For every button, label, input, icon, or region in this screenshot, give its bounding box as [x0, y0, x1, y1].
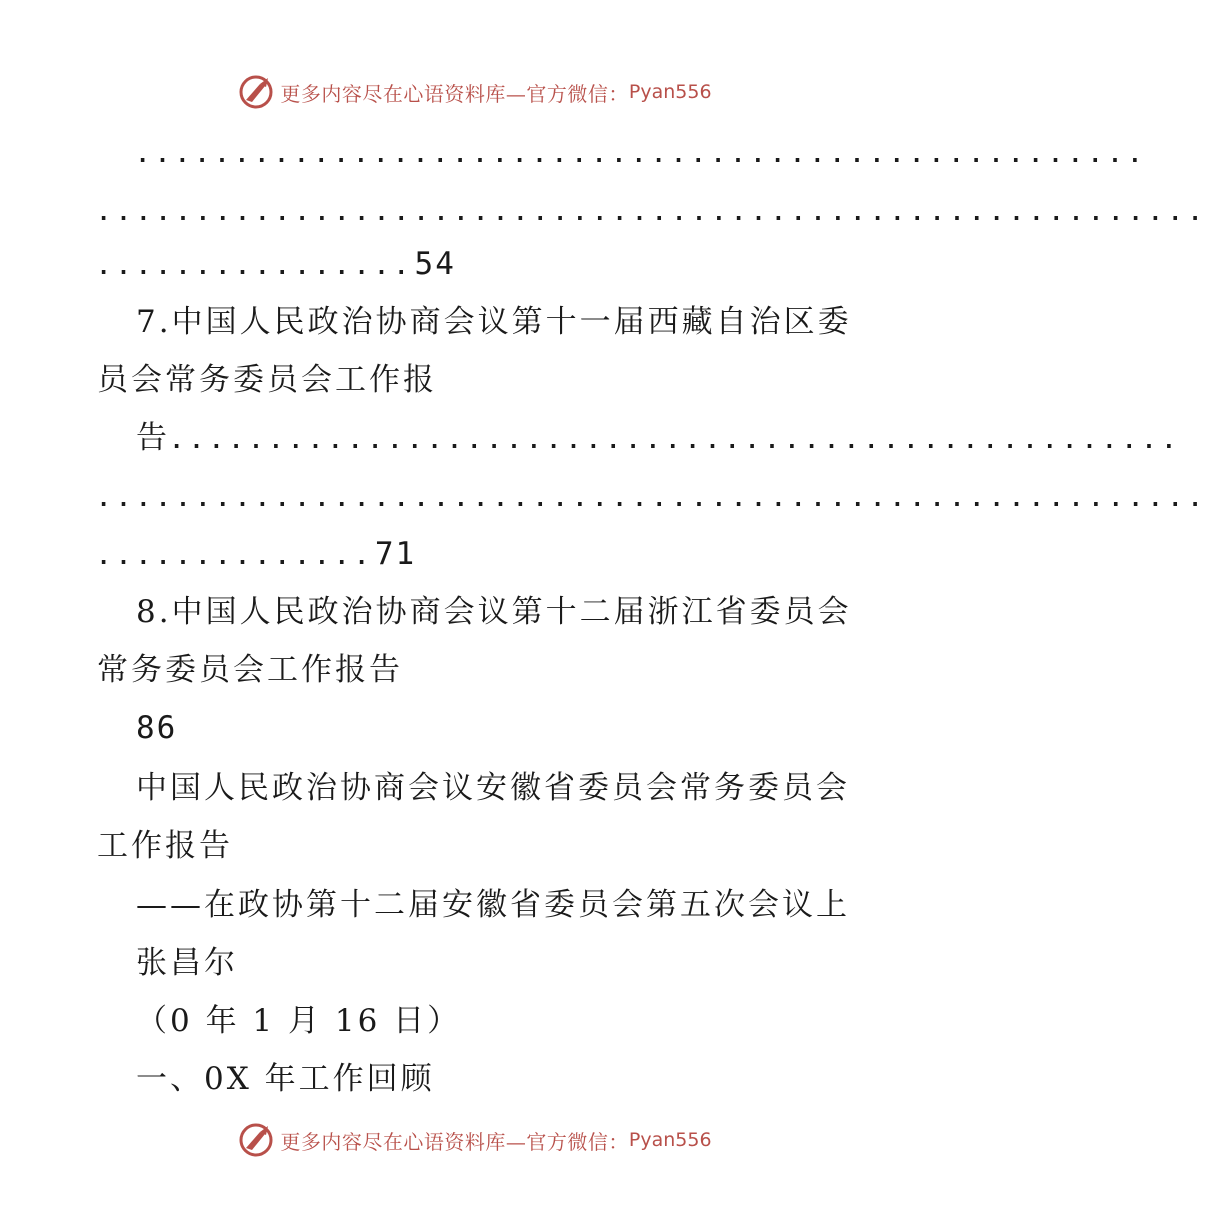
- article-date: （0 年 1 月 16 日）: [136, 1003, 462, 1039]
- article-subtitle: ——在政协第十二届安徽省委员会第五次会议上: [136, 887, 850, 923]
- toc-leader-dots: ........................................................: [97, 487, 1208, 512]
- toc-entry-7-title-end: [136, 418, 1183, 462]
- toc-leader-dots: ..............: [97, 545, 375, 570]
- banner-handle: Pyan556: [628, 1129, 712, 1151]
- toc-entry-8-title-cont: 常务委员会工作报告: [97, 652, 403, 688]
- toc-leader-dots: ................: [97, 255, 415, 280]
- toc-leader-dots: ...................................................: [170, 429, 1183, 454]
- header-banner: [0, 70, 950, 114]
- toc-entry-7-end: [97, 534, 857, 578]
- article-title-cont: 工作报告: [97, 828, 233, 864]
- pen-logo-icon: [238, 74, 274, 110]
- toc-page-number: 86: [136, 710, 178, 746]
- banner-text: 更多内容尽在心语资料库—官方微信：: [280, 81, 629, 106]
- toc-entry-7-title: 7.中国人民政治协商会议第十一届西藏自治区委: [136, 304, 852, 340]
- article-title: 中国人民政治协商会议安徽省委员会常务委员会: [136, 770, 850, 806]
- toc-page-number: 71: [374, 536, 417, 572]
- toc-entry-7-last-char: 告: [136, 420, 170, 456]
- toc-leader-dots: ........................................................: [97, 201, 1208, 226]
- section-heading: 一、0X 年工作回顾: [136, 1061, 435, 1097]
- pen-logo-icon: [238, 1122, 274, 1158]
- toc-page-number: 54: [414, 246, 456, 282]
- footer-banner: [0, 1118, 950, 1162]
- toc-entry-8-title: 8.中国人民政治协商会议第十二届浙江省委员会: [136, 594, 852, 630]
- toc-leader-dots: ...................................................: [136, 143, 1149, 168]
- toc-entry-6-end: [97, 244, 857, 288]
- banner-handle: Pyan556: [628, 81, 712, 103]
- article-speaker: 张昌尔: [136, 945, 238, 981]
- banner-text: 更多内容尽在心语资料库—官方微信：: [280, 1129, 629, 1154]
- toc-entry-7-title-cont: 员会常务委员会工作报: [97, 362, 437, 398]
